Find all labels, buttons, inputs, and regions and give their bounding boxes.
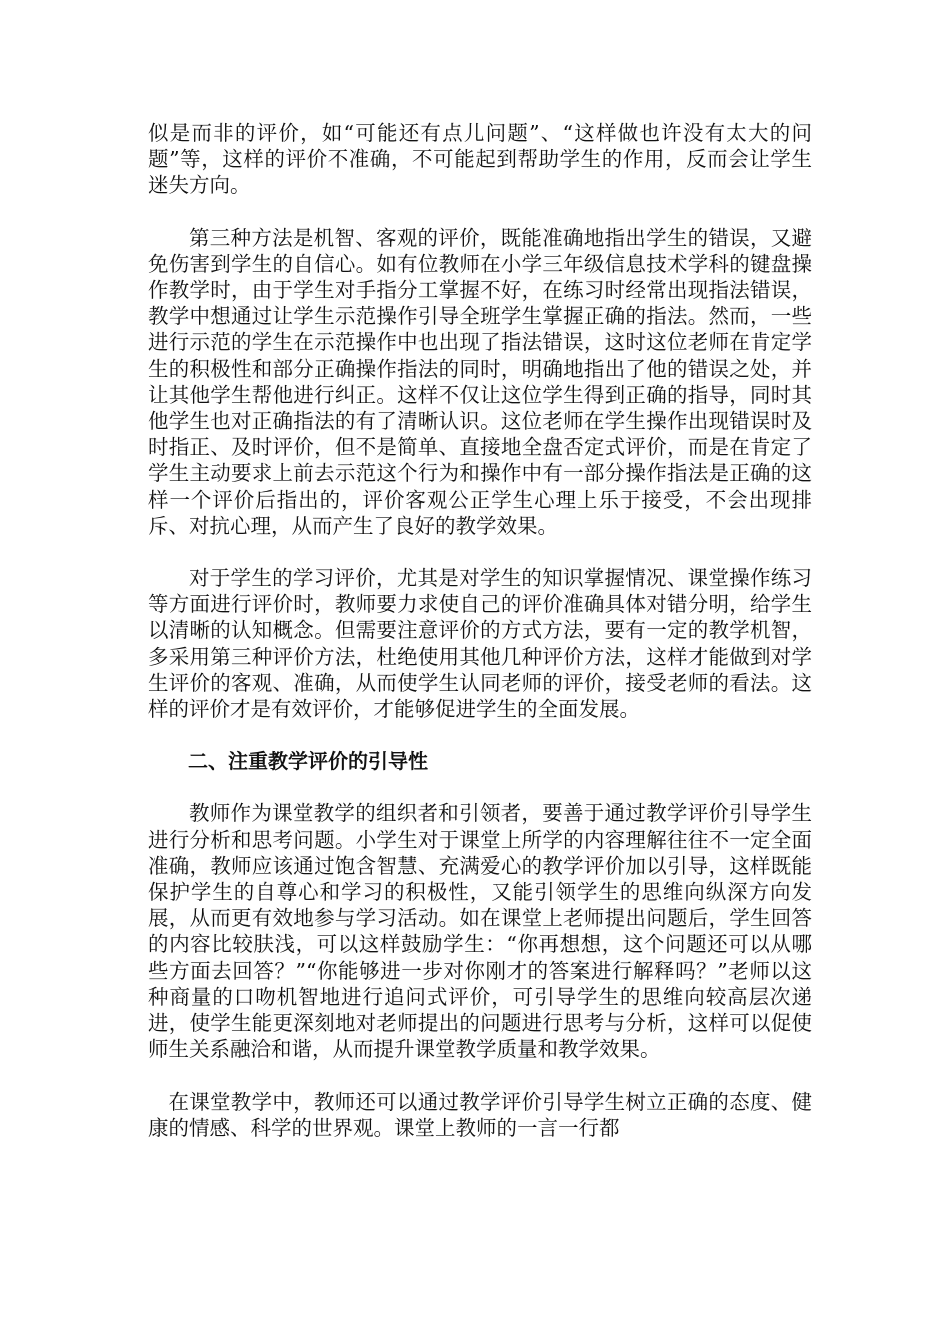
- document-page: [148, 120, 812, 1167]
- paragraph-learning-evaluation: 对于学生的学习评价，尤其是对学生的知识掌握情况、课堂操作练习等方面进行评价时，教师要力求使自己的评价准确具体对错分明，给学生以清晰的认知概念。但需要注意评价的方式方法，要有一定的教学机智，多采用第三种评价方法，杜绝使用其他几种评价方法，这样才能做到对学生评价的客观、准确，从而使学生认同老师的评价，接受老师的看法。这样的评价才是有效评价，才能够促进学生的全面发展。: [148, 566, 812, 722]
- paragraph-continuation: 似是而非的评价，如“可能还有点儿问题”、“这样做也许没有太大的问题”等，这样的评价不准确，不可能起到帮助学生的作用，反而会让学生迷失方向。: [148, 121, 812, 198]
- paragraph-third-method: 第三种方法是机智、客观的评价，既能准确地指出学生的错误，又避免伤害到学生的自信心。如有位教师在小学三年级信息技术学科的键盘操作教学时，由于学生对手指分工掌握不好，在练习时经常出现指法错误，教学中想通过让学生示范操作引导全班学生掌握正确的指法。然而，一些进行示范的学生在示范操作中也出现了指法错误，这时这位老师在肯定学生的积极性和部分正确操作指法的同时，明确地指出了他的错误之处，并让其他学生帮他进行纠正。这样不仅让这位学生得到正确的指导，同时其他学生也对正确指法的有了清晰认识。这位老师在学生操作出现错误时及时指正、及时评价，但不是简单、直接地全盘否定式评价，而是在肯定了学生主动要求上前去示范这个行为和操作中有一部分操作指法是正确的这样一个评价后指出的，评价客观公正学生心理上乐于接受，不会出现排斥、对抗心理，从而产生了良好的教学效果。: [148, 225, 812, 538]
- paragraph-classroom-teaching: 在课堂教学中，教师还可以通过教学评价引导学生树立正确的态度、健康的情感、科学的世界观。课堂上教师的一言一行都: [148, 1089, 812, 1140]
- section-heading: 二、注重教学评价的引导性: [188, 749, 428, 774]
- paragraph-guiding-role: 教师作为课堂教学的组织者和引领者，要善于通过教学评价引导学生进行分析和思考问题。小学生对于课堂上所学的内容理解往往不一定全面准确，教师应该通过饱含智慧、充满爱心的教学评价加以引导，这样既能保护学生的自尊心和学习的积极性，又能引领学生的思维向纵深方向发展，从而更有效地参与学习活动。如在课堂上老师提出问题后，学生回答的内容比较肤浅，可以这样鼓励学生：“你再想想，这个问题还可以从哪些方面去回答？”“你能够进一步对你刚才的答案进行解释吗？”老师以这种商量的口吻机智地进行追问式评价，可引导学生的思维向较高层次递进，使学生能更深刻地对老师提出的问题进行思考与分析，这样可以促使师生关系融洽和谐，从而提升课堂教学质量和教学效果。: [148, 801, 812, 1062]
